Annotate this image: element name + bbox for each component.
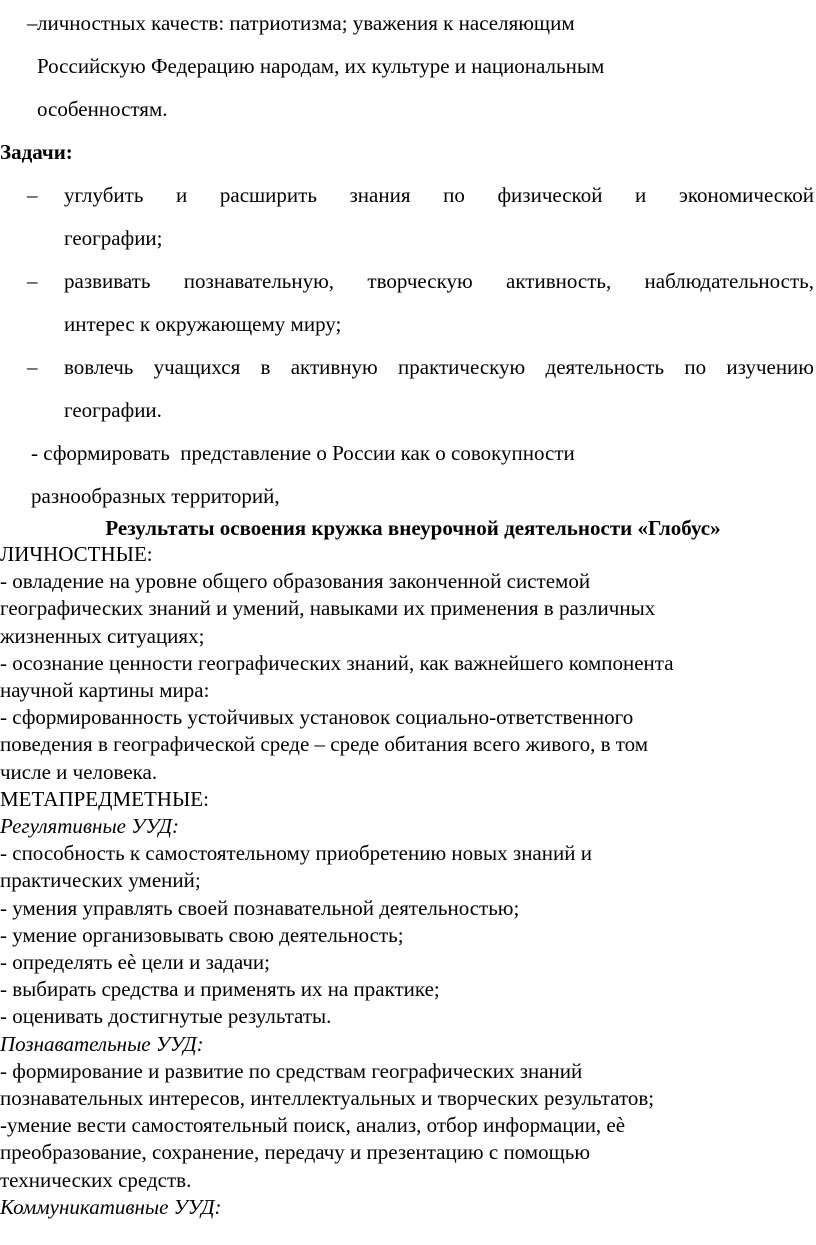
text-line: вовлечь учащихся в активную практическую деятельность по изучению — [64, 355, 814, 379]
text-line: - способность к самостоятельному приобретению новых знаний и — [0, 841, 592, 866]
text-line: - формирование и развитие по средствам географических знаний — [0, 1058, 583, 1083]
meta-heading: МЕТАПРЕДМЕТНЫЕ: — [0, 786, 209, 811]
text-line: географии; — [64, 226, 163, 250]
text-line: научной картины мира: — [0, 678, 210, 703]
text-line: развивать познавательную, творческую активность, наблюдательность, — [64, 269, 814, 293]
text-line: числе и человека. — [0, 759, 158, 784]
text-line: - оценивать достигнутые результаты. — [0, 1004, 332, 1029]
text-line: разнообразных территорий, — [31, 484, 280, 508]
text-line: жизненных ситуациях; — [0, 623, 205, 648]
dash-marker: – — [27, 183, 38, 207]
results-title: Результаты освоения кружка внеурочной деятельности «Глобус» — [105, 516, 721, 540]
list-item-task — [0, 260, 816, 346]
text-line: практических умений; — [0, 868, 201, 893]
text-line: углубить и расширить знания по физической и экономической — [64, 183, 814, 207]
list-item-personal-qualities — [0, 2, 816, 45]
text-line: -умение вести самостоятельный поиск, анализ, отбор информации, еѐ — [0, 1113, 626, 1138]
text-line: - сформированность устойчивых установок социально-ответственного — [0, 705, 634, 730]
lower-section — [0, 541, 816, 1221]
text-line: интерес к окружающему миру; — [64, 312, 342, 336]
text-line: особенностям. — [37, 97, 168, 121]
regulative-heading: Регулятивные УУД: — [0, 814, 180, 839]
text-line: - осознание ценности географических знаний, как важнейшего компонента — [0, 650, 674, 675]
text-line: - выбирать средства и применять их на практике; — [0, 977, 440, 1002]
text-line: личностных качеств: патриотизма; уважения к населяющим — [37, 11, 575, 35]
text-line: - умение организовывать свою деятельность; — [0, 922, 404, 947]
list-item-task — [0, 346, 816, 432]
text-line: - определять еѐ цели и задачи; — [0, 950, 270, 975]
text-line: познавательных интересов, интеллектуальных и творческих результатов; — [0, 1086, 655, 1111]
text-line: - умения управлять своей познавательной деятельностью; — [0, 895, 520, 920]
list-item-extra-task — [0, 432, 816, 518]
text-line: - овладение на уровне общего образования законченной системой — [0, 569, 591, 594]
text-line: технических средств. — [0, 1167, 192, 1192]
tasks-heading: Задачи: — [0, 140, 73, 164]
top-section — [0, 2, 816, 518]
personal-heading: ЛИЧНОСТНЫЕ: — [0, 542, 153, 566]
cognitive-heading: Познавательные УУД: — [0, 1031, 204, 1056]
text-line: - сформировать представление о России как о совокупности — [31, 441, 575, 465]
text-line: поведения в географической среде – среде обитания всего живого, в том — [0, 732, 649, 757]
text-line: Российскую Федерацию народам, их культуре и национальным — [37, 54, 605, 78]
communicative-heading: Коммуникативные УУД: — [0, 1194, 222, 1219]
dash-marker: – — [27, 269, 38, 293]
dash-marker: – — [27, 355, 38, 379]
text-line: географических знаний и умений, навыками их применения в различных — [0, 596, 656, 621]
text-line: преобразование, сохранение, передачу и презентацию с помощью — [0, 1140, 591, 1165]
text-line: географии. — [64, 398, 162, 422]
dash-marker: – — [27, 11, 38, 35]
list-item-task — [0, 174, 816, 260]
